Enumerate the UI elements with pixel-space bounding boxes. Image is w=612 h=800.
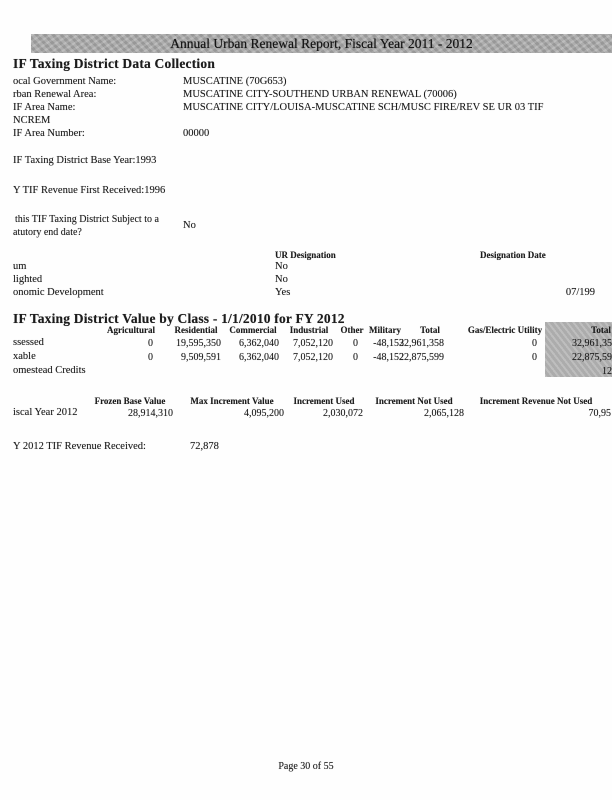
cell-taxable-gas-electric: 0 xyxy=(532,352,537,363)
field-value-tif-area-number: 00000 xyxy=(183,128,210,139)
field-label-urban-renewal-area: rban Renewal Area: xyxy=(13,89,97,100)
label-statutory-end-date-line1: this TIF Taxing District Subject to a xyxy=(15,214,159,225)
value-tif-revenue-received: 72,878 xyxy=(190,441,219,452)
column-header-increment-used: Increment Used xyxy=(293,396,355,406)
cell-max-increment-value: 4,095,200 xyxy=(244,408,284,419)
column-header-other: Other xyxy=(340,325,364,335)
row-label-homestead-credits: omestead Credits xyxy=(13,365,86,376)
cell-assessed-industrial: 7,052,120 xyxy=(293,338,333,349)
cell-assessed-total: 32,961,358 xyxy=(399,338,444,349)
cell-increment-used: 2,030,072 xyxy=(323,408,363,419)
column-header-designation-date: Designation Date xyxy=(480,250,546,260)
cell-homestead-total-shaded: 12 xyxy=(602,366,612,377)
designation-row-date: 07/199 xyxy=(565,287,595,298)
field-label-local-government: ocal Government Name: xyxy=(13,76,117,87)
line-revenue-first-received: Y TIF Revenue First Received:1996 xyxy=(13,185,166,196)
field-value-tif-area-name: MUSCATINE CITY/LOUISA-MUSCATINE SCH/MUSC FIRE/REV SE UR 03 TIF xyxy=(183,102,544,113)
column-header-max-increment-value: Max Increment Value xyxy=(190,396,274,406)
cell-increment-not-used: 2,065,128 xyxy=(424,408,464,419)
cell-assessed-total-shaded: 32,961,35 xyxy=(572,338,612,349)
cell-assessed-agricultural: 0 xyxy=(148,338,153,349)
cell-taxable-total: 22,875,599 xyxy=(399,352,444,363)
cell-taxable-other: 0 xyxy=(353,352,358,363)
line-base-year: IF Taxing District Base Year:1993 xyxy=(13,155,157,166)
field-label-tif-area-number: IF Area Number: xyxy=(13,128,85,139)
column-header-commercial: Commercial xyxy=(229,325,277,335)
designation-row-value: Yes xyxy=(275,287,291,298)
field-label-tif-area-name: IF Area Name: xyxy=(13,102,76,113)
column-header-residential: Residential xyxy=(174,325,218,335)
cell-frozen-base-value: 28,914,310 xyxy=(128,408,173,419)
designation-row-value: No xyxy=(275,261,288,272)
section-heading-data-collection: IF Taxing District Data Collection xyxy=(13,56,216,71)
designation-row-label: onomic Development xyxy=(13,287,104,298)
field-label-increm-wrap: NCREM xyxy=(13,115,51,126)
section-heading-value-by-class: IF Taxing District Value by Class - 1/1/2010 for FY 2012 xyxy=(13,311,345,326)
report-title-bar xyxy=(31,34,612,53)
field-value-local-government: MUSCATINE (70G653) xyxy=(183,76,287,87)
cell-taxable-commercial: 6,362,040 xyxy=(239,352,279,363)
cell-increment-revenue-not-used: 70,95 xyxy=(588,408,611,419)
value-statutory-end-date: No xyxy=(183,220,196,231)
cell-taxable-industrial: 7,052,120 xyxy=(293,352,333,363)
field-value-urban-renewal-area: MUSCATINE CITY-SOUTHEND URBAN RENEWAL (70006) xyxy=(183,89,457,100)
cell-taxable-residential: 9,509,591 xyxy=(181,352,221,363)
cell-assessed-gas-electric: 0 xyxy=(532,338,537,349)
column-header-total-shaded: Total xyxy=(591,325,611,335)
cell-taxable-agricultural: 0 xyxy=(148,352,153,363)
cell-assessed-other: 0 xyxy=(353,338,358,349)
column-header-increment-revenue-not-used: Increment Revenue Not Used xyxy=(479,396,593,406)
report-title: Annual Urban Renewal Report, Fiscal Year 2011 - 2012 xyxy=(170,36,473,51)
column-header-total: Total xyxy=(420,325,440,335)
column-header-industrial: Industrial xyxy=(289,325,329,335)
row-label-taxable: xable xyxy=(13,351,36,362)
cell-taxable-military: -48,152 xyxy=(373,352,404,363)
designation-row-label: um xyxy=(13,261,27,272)
designation-row-value: No xyxy=(275,274,288,285)
cell-assessed-military: -48,152 xyxy=(373,338,404,349)
row-label-assessed: ssessed xyxy=(13,337,44,348)
column-header-gas-electric-utility: Gas/Electric Utility xyxy=(467,325,543,335)
page-number: Page 30 of 55 xyxy=(278,761,334,772)
column-header-agricultural: Agricultural xyxy=(107,325,155,335)
row-label-fiscal-year-2012: iscal Year 2012 xyxy=(13,407,78,418)
cell-taxable-total-shaded: 22,875,59 xyxy=(572,352,612,363)
column-header-frozen-base-value: Frozen Base Value xyxy=(94,396,166,406)
column-header-increment-not-used: Increment Not Used xyxy=(375,396,453,406)
cell-assessed-commercial: 6,362,040 xyxy=(239,338,279,349)
designation-row-label: lighted xyxy=(13,274,43,285)
cell-assessed-residential: 19,595,350 xyxy=(176,338,221,349)
label-statutory-end-date-line2: atutory end date? xyxy=(13,227,82,238)
column-header-military: Military xyxy=(369,325,401,335)
column-header-ur-designation: UR Designation xyxy=(275,250,336,260)
label-tif-revenue-received: Y 2012 TIF Revenue Received: xyxy=(13,441,146,452)
